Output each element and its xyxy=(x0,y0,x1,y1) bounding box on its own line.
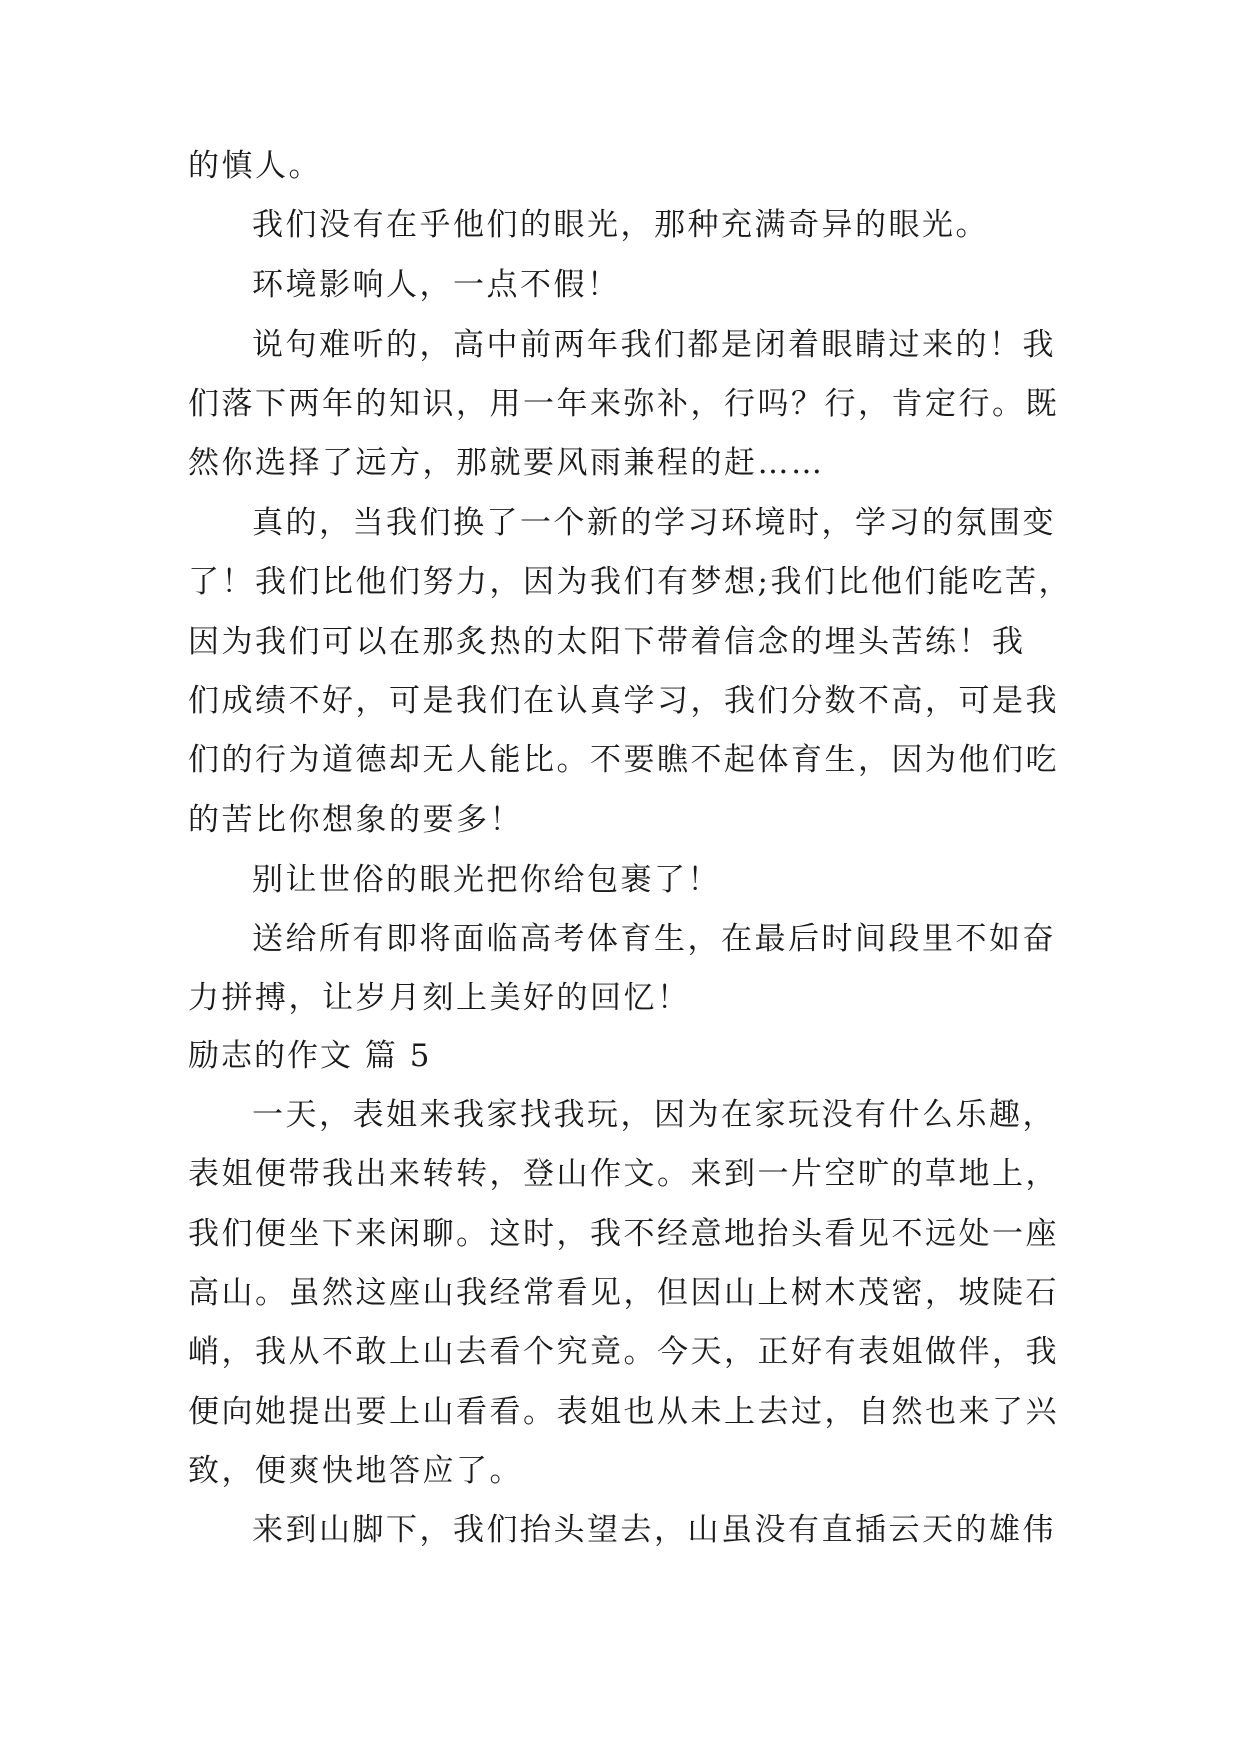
text-line: 一天，表姐来我家找我玩，因为在家玩没有什么乐趣， xyxy=(252,1097,1056,1133)
text-line: 们落下两年的知识，用一年来弥补，行吗？行，肯定行。既 xyxy=(188,386,1059,422)
text-line: 我们便坐下来闲聊。这时，我不经意地抬头看见不远处一座 xyxy=(188,1216,1059,1252)
text-line: 送给所有即将面临高考体育生，在最后时间段里不如奋 xyxy=(252,921,1056,957)
text-line: 说句难听的，高中前两年我们都是闭着眼睛过来的！我 xyxy=(252,327,1056,363)
text-line: 的慎人。 xyxy=(188,148,322,184)
section-heading: 励志的作文 篇 5 xyxy=(188,1038,432,1074)
text-line: 别让世俗的眼光把你给包裹了！ xyxy=(252,862,721,898)
text-line: 然你选择了远方，那就要风雨兼程的赶…… xyxy=(188,445,825,481)
text-line: 便向她提出要上山看看。表姐也从未上去过，自然也来了兴 xyxy=(188,1394,1059,1430)
text-line: 峭，我从不敢上山去看个究竟。今天，正好有表姐做伴，我 xyxy=(188,1334,1059,1370)
text-line: 致，便爽快地答应了。 xyxy=(188,1453,523,1489)
text-line: 因为我们可以在那炙热的太阳下带着信念的埋头苦练！我 xyxy=(188,624,1026,660)
text-line: 力拼搏，让岁月刻上美好的回忆！ xyxy=(188,980,691,1016)
text-line: 真的，当我们换了一个新的学习环境时，学习的氛围变 xyxy=(252,505,1056,541)
text-line: 来到山脚下，我们抬头望去，山虽没有直插云天的雄伟 xyxy=(252,1512,1056,1548)
text-line: 了！我们比他们努力，因为我们有梦想;我们比他们能吃苦， xyxy=(188,564,1072,600)
text-line: 高山。虽然这座山我经常看见，但因山上树木茂密，坡陡石 xyxy=(188,1275,1059,1311)
text-line: 环境影响人，一点不假！ xyxy=(252,267,621,303)
text-line: 的苦比你想象的要多！ xyxy=(188,802,523,838)
text-line: 们成绩不好，可是我们在认真学习，我们分数不高，可是我 xyxy=(188,683,1059,719)
text-line: 表姐便带我出来转转，登山作文。来到一片空旷的草地上， xyxy=(188,1156,1059,1192)
text-line: 们的行为道德却无人能比。不要瞧不起体育生，因为他们吃 xyxy=(188,742,1059,778)
text-line: 我们没有在乎他们的眼光，那种充满奇异的眼光。 xyxy=(252,207,989,243)
